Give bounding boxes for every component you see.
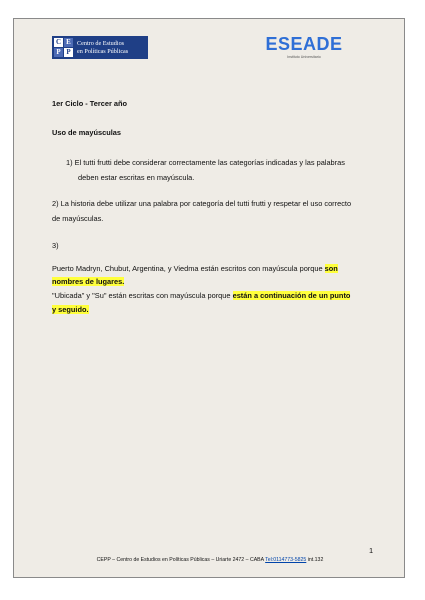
footer-text: CEPP – Centro de Estudios en Políticas Públicas – Uriarte 2472 – CABA xyxy=(96,557,266,563)
cepp-logo-text xyxy=(77,40,128,56)
answer-p2-highlight-cont: y seguido. xyxy=(52,305,89,314)
page-number: 1 xyxy=(369,546,374,555)
cepp-logo-letter: P xyxy=(54,48,63,57)
answer-p1-highlight: son xyxy=(324,264,338,273)
cepp-logo xyxy=(52,36,148,59)
eseade-logo-name: ESEADE xyxy=(265,34,343,54)
answer-p1-line1 xyxy=(52,262,338,275)
item2-line1: 2) La historia debe utilizar una palabra por categoría del tutti frutti y respetar el uso correcto xyxy=(52,199,352,208)
heading-cycle: 1er Ciclo - Tercer año xyxy=(52,99,128,108)
cepp-logo-letter: P xyxy=(64,48,73,57)
item3-label: 3) xyxy=(52,241,59,250)
item2-line2: de mayúsculas. xyxy=(52,214,104,223)
document-page xyxy=(13,18,405,578)
answer-p2-text: "Ubicada" y "Su" están escritas con mayúscula porque xyxy=(52,291,233,300)
item1-line1: 1) El tutti frutti debe considerar correctamente las categorías indicadas y las palabras xyxy=(66,158,345,167)
footer-extension: int.132 xyxy=(306,557,324,563)
cepp-logo-line1: Centro de Estudios xyxy=(77,39,125,47)
heading-topic: Uso de mayúsculas xyxy=(52,128,122,137)
cepp-logo-letter: C xyxy=(55,38,62,46)
footer-phone-link[interactable]: Tel:0114773-5825 xyxy=(265,557,307,563)
cepp-logo-mark xyxy=(54,38,73,57)
cepp-logo-letter: E xyxy=(64,38,73,47)
item1-line2: deben estar escritas en mayúscula. xyxy=(78,173,195,182)
answer-p2-highlight: están a continuación de un punto xyxy=(232,291,351,300)
answer-p1-line2 xyxy=(52,275,124,288)
eseade-logo-subtitle: Instituto Universitario xyxy=(287,55,321,59)
footer xyxy=(14,557,406,563)
answer-p1-highlight-cont: nombres de lugares. xyxy=(52,277,125,286)
answer-p2-line1 xyxy=(52,289,350,302)
cepp-logo-line2: en Políticas Públicas xyxy=(77,47,129,55)
answer-p2-line2 xyxy=(52,303,89,316)
eseade-logo xyxy=(264,35,344,60)
answer-p1-text: Puerto Madryn, Chubut, Argentina, y Viedma están escritos con mayúscula porque xyxy=(52,264,325,273)
